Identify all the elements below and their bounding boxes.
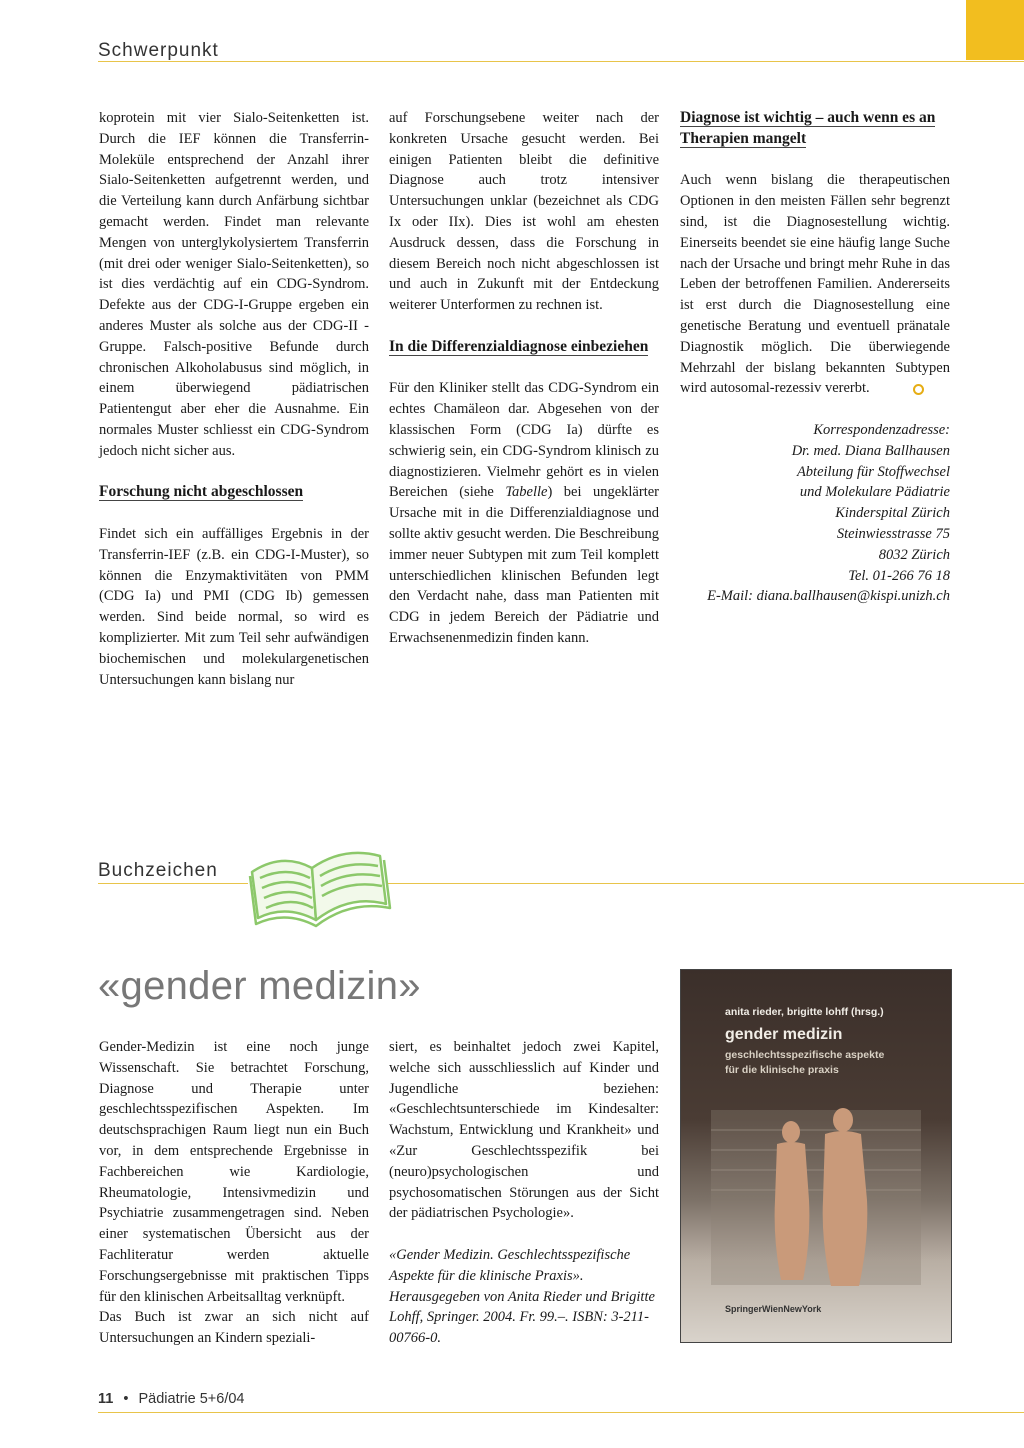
cover-title: gender medizin xyxy=(725,1026,843,1043)
paragraph: Auch wenn bislang die therapeutischen Optionen in den meisten Fällen sehr begrenzt sind, ist die Diagnosestellung wichtig. Einerseits beendet sie eine häufig lange Suche nach der Ursache und bringt mehr Ruhe in das Leben der betroffenen Familien. Andererseits ist erst durch die Diagnosestellung eine genetische Beratung und eventuell pränatale Diagnostik möglich. Die überwiegende Mehrzahl der bislang bekannten Subtypen wird autosomal-rezessiv vererbt. xyxy=(680,172,950,397)
book-column-2 xyxy=(389,1037,659,1349)
book-cover-image xyxy=(680,969,952,1343)
correspondence-address: Korrespondenzadresse: Dr. med. Diana Ballhausen Abteilung für Stoffwechsel und Molekulare Pädiatrie Kinderspital Zürich Steinwiesstrasse 75 8032 Zürich Tel. 01-266 76 18 E-Mail: diana.ballhausen@kispi.unizh.ch xyxy=(707,421,950,605)
open-book-icon xyxy=(246,838,392,928)
article-column-2 xyxy=(389,108,659,649)
end-mark-icon xyxy=(913,384,924,395)
footer-bullet: • xyxy=(123,1391,129,1407)
paragraph: Für den Kliniker stellt das CDG-Syndrom ein echtes Chamäleon dar. Abgesehen von der klassischen Form (CDG Ia) dürfte es schwierig sein, ein CDG-Syndrom klinisch zu diagnostizieren. Vielmehr gehört es in vielen Bereichen (siehe Tabelle) bei ungeklärter Ursache mit in die Differenzialdiagnose und sollte aktiv gesucht werden. Die Beschreibung immer neuer Subtypen mit zum Teil komplett unterschiedlichen klinischen Befunden legt den Verdacht nahe, dass man Patienten mit CDG in jedem Bereich der Pädiatrie und Erwachsenenmedizin finden kann. xyxy=(389,380,659,646)
book-section-rule-left xyxy=(98,883,248,884)
page-footer xyxy=(98,1391,245,1407)
subheading: In die Differenzialdiagnose einbeziehen xyxy=(389,337,649,355)
cover-subtitle-2: für die klinische praxis xyxy=(725,1064,839,1076)
cover-subtitle-1: geschlechtsspezifische aspekte xyxy=(725,1049,885,1061)
cover-publisher: SpringerWienNewYork xyxy=(725,1304,822,1314)
cover-authors: anita rieder, brigitte lohff (hrsg.) xyxy=(725,1006,884,1018)
book-citation: «Gender Medizin. Geschlechtsspezifische Aspekte für die klinische Praxis». Herausgegeben von Anita Rieder und Brigitte Lohff, Springer. 2004. Fr. 99.–. ISBN: 3-211-00766-0. xyxy=(389,1246,655,1347)
subheading: Diagnose ist wichtig – auch wenn es an Therapien mangelt xyxy=(680,109,936,147)
paragraph: siert, es beinhaltet jedoch zwei Kapitel, welche sich ausschliesslich auf Kinder und Jugendliche beziehen: «Geschlechtsunterschiede im Kindesalter: Wachstum, Entwicklung und Krankheit» und «Zur Geschlechtsspezifik bei (neuro)psychologischen und psychosomatischen Störungen aus der Sicht der pädiatrischen Psychologie». xyxy=(389,1039,659,1222)
paragraph: Gender-Medizin ist eine noch junge Wissenschaft. Sie betrachtet Forschung, Diagnose und Therapie unter geschlechtsspezifischen Aspekten. Im deutschsprachigen Raum liegt nun ein Buch vor, in dem entsprechende Ergebnisse in Fachbereichen wie Kardiologie, Rheumatologie, Intensivmedizin und Psychiatrie zusammengetragen sind. Neben einer systematischen Übersicht aus der Fachliteratur werden aktuelle Forschungsergebnisse mit praktischen Tipps für den klinischen Arbeitsalltag verknüpft. xyxy=(99,1039,369,1305)
paragraph: Findet sich ein auffälliges Ergebnis in der Transferrin-IEF (z.B. ein CDG-I-Muster), so können die Enzymaktivitäten von PMM (CDG Ia) und PMI (CDG Ib) gemessen werden. Sind beide normal, so wird es komplizierter. Mit zum Teil sehr aufwändigen biochemischen und molekulargenetischen Untersuchungen kann bislang nur xyxy=(99,525,369,688)
article-column-1 xyxy=(99,108,369,690)
book-section-rule-right xyxy=(388,883,1024,884)
header-rule xyxy=(98,61,1024,62)
paragraph: Das Buch ist zwar an sich nicht auf Untersuchungen an Kindern speziali- xyxy=(99,1309,369,1347)
paragraph: koprotein mit vier Sialo-Seitenketten ist. Durch die IEF können die Transferrin-Moleküle entsprechend der Anzahl ihrer Sialo-Seitenketten aufgetrennt werden, und die Verteilung kann durch Anfärbung sichtbar gemacht werden. Findet man relevante Mengen von unterglykolysiertem Transferrin (mit drei oder weniger Sialo-Seitenketten), so ist dies verdächtig auf ein CDG-Syndrom. Defekte aus der CDG-I-Gruppe ergeben ein anderes Muster als solche aus der CDG-II - Gruppe. Falsch-positive Befunde durch chronischen Alkoholabusus sind möglich, in einem überwiegend pädiatrischen Patientengut aber eher die Ausnahme. Ein normales Muster schliesst ein CDG-Syndrom jedoch nicht sicher aus. xyxy=(99,110,369,459)
book-column-1 xyxy=(99,1037,369,1349)
page-number: 11 xyxy=(98,1391,114,1407)
paragraph: auf Forschungsebene weiter nach der konkreten Ursache gesucht werden. Bei einigen Patienten bleibt die definitive Diagnose auch trotz intensiver Untersuchungen unklar (bezeichnet als CDG Ix oder IIx). Dies ist wohl am ehesten Ausdruck dessen, dass die Forschung in diesem Bereich noch nicht abgeschlossen ist und auch in Zukunft mit der Entdeckung weiterer Unterformen zu rechnen ist. xyxy=(389,110,659,314)
footer-rule xyxy=(98,1412,1024,1413)
book-section-header: Buchzeichen xyxy=(98,860,218,881)
section-header: Schwerpunkt xyxy=(98,40,219,61)
header-accent-tab xyxy=(966,0,1024,60)
cover-figures-illustration xyxy=(681,1090,951,1290)
journal-issue: Pädiatrie 5+6/04 xyxy=(138,1391,245,1407)
book-title: «gender medizin» xyxy=(98,964,421,1008)
subheading: Forschung nicht abgeschlossen xyxy=(99,483,304,501)
article-column-3 xyxy=(680,108,950,607)
